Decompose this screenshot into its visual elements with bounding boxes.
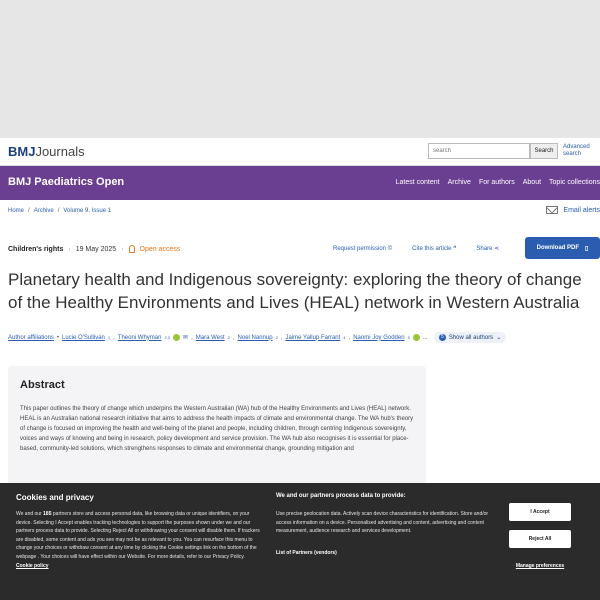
author-separator: , <box>113 334 115 341</box>
author-link[interactable]: Lucie O'Sullivan <box>62 334 105 341</box>
author-affiliation-number: 5 <box>407 335 410 340</box>
pdf-file-icon: ▯ <box>585 245 589 252</box>
author-count-badge: 5 <box>439 334 446 341</box>
breadcrumb-separator: / <box>57 208 60 214</box>
journal-bar <box>0 166 600 200</box>
author-ellipsis: ... <box>422 334 428 341</box>
article-category[interactable]: Children's rights <box>8 245 64 253</box>
nav-about[interactable]: About <box>522 179 542 186</box>
abstract-heading: Abstract <box>20 379 65 391</box>
bmj-journals-logo[interactable] <box>8 144 85 159</box>
cite-article-link[interactable] <box>412 245 456 252</box>
breadcrumb-separator: / <box>28 208 30 214</box>
copyright-icon: © <box>387 245 393 252</box>
advanced-search-link[interactable]: Advanced search <box>563 144 590 157</box>
open-access-label: Open access <box>139 245 181 253</box>
list-of-partners-link[interactable]: List of Partners (vendors) <box>276 550 337 556</box>
author-affiliations-link[interactable]: Author affiliations <box>8 334 54 341</box>
author-affiliation-number: 2,3 <box>164 335 171 340</box>
journal-title[interactable]: BMJ Paediatrics Open <box>8 176 125 188</box>
chevron-down-icon: ⌄ <box>496 335 502 341</box>
author-link[interactable]: Noel Nannup <box>237 334 273 341</box>
article-meta <box>8 245 180 253</box>
show-all-authors-label: Show all authors <box>448 334 494 341</box>
envelope-icon <box>546 206 558 214</box>
cookie-body-rest: partners store and access personal data, like browsing data or unique identifiers, on your device. Selecting I Accept enables tracking technologies to support the purposes shown under we and our partners process data to provide. Selecting Reject All or withdrawing your consent will disable them. If trackers are disabled, some content and ads you see may not be as relevant to you. You can resurface this menu to change your choices or withdraw consent at any time by clicking the Cookie settings link on the bottom of the webpage . Your choices will have effect within our Website. For more details, refer to our Privacy Policy. <box>16 511 260 560</box>
request-permission-link[interactable] <box>333 246 392 252</box>
brand-header <box>0 138 600 166</box>
download-pdf-button[interactable] <box>525 237 600 259</box>
show-all-authors-button[interactable] <box>434 332 506 343</box>
quote-icon: ❝ <box>453 246 457 252</box>
breadcrumb-home[interactable]: Home <box>8 208 25 214</box>
author-list <box>8 332 506 343</box>
author-link[interactable]: Theoni Whyman <box>117 334 162 341</box>
author-separator: , <box>348 334 351 341</box>
open-access-icon <box>129 245 135 253</box>
breadcrumb <box>8 208 111 214</box>
orcid-icon[interactable] <box>413 334 420 341</box>
cookie-banner <box>0 483 600 600</box>
share-icon: ⋖ <box>494 246 500 252</box>
orcid-icon[interactable] <box>173 334 180 341</box>
email-alerts-label: Email alerts <box>563 206 600 214</box>
nav-for-authors[interactable]: For authors <box>478 179 515 186</box>
cite-article-label: Cite this article <box>412 246 452 252</box>
partners-purposes-text: Use precise geolocation data. Actively scan device characteristics for identification. Store and/or access information on a device. Personalised advertising and content, advertising and content measurement, audience research and services development. <box>276 511 489 535</box>
nav-archive[interactable]: Archive <box>447 179 471 186</box>
author-separator: , <box>232 334 235 341</box>
abstract-text: This paper outlines the theory of change which underpins the Western Australian (WA) hub of the Healthy Environments and Lives (HEAL) network. HEAL is an Australian national research initiative that aims to address the health impacts of climate and environmental change. The WA hub's theory of change is focused on improving the health and well-being of the planet and people, including children, through centring Indigenous sovereignty, voices and ways of knowing and being in research, policy development and service provision. The WA hub also recognises it is essential for place-based, community-led solutions, which strengthens responses to climate and environmental change, grounding mitigation and <box>20 406 414 452</box>
share-label: Share <box>476 246 493 252</box>
author-separator: • <box>56 334 60 341</box>
download-pdf-label: Download PDF <box>536 245 580 251</box>
author-link[interactable]: Mara West <box>195 334 225 341</box>
partners-count: 185 <box>43 511 52 517</box>
nav-latest-content[interactable]: Latest content <box>395 179 440 186</box>
cookie-body-start: We and our <box>16 511 44 517</box>
meta-separator: · <box>68 245 71 253</box>
article-actions <box>333 245 499 252</box>
accept-button[interactable]: I Accept <box>509 503 571 521</box>
author-separator: , <box>280 334 283 341</box>
author-affiliation-number: 2 <box>275 335 278 340</box>
manage-preferences-link[interactable]: Manage preferences <box>515 563 565 569</box>
top-blank-area <box>0 0 600 138</box>
breadcrumb-archive[interactable]: Archive <box>33 208 54 214</box>
meta-separator: · <box>121 245 124 253</box>
breadcrumb-issue[interactable]: Volume 9, Issue 1 <box>63 208 112 214</box>
author-separator: , <box>191 334 193 341</box>
author-link[interactable]: Jaime Yallup Farrant <box>285 334 341 341</box>
search-button[interactable]: Search <box>530 143 558 159</box>
partners-purposes-title: We and our partners process data to provide: <box>276 493 406 499</box>
reject-all-button[interactable]: Reject All <box>509 530 571 548</box>
search-input[interactable] <box>428 143 530 159</box>
journal-nav <box>396 179 600 186</box>
nav-topic-collections[interactable]: Topic collections <box>549 179 600 186</box>
logo-bmj: BMJ <box>8 144 36 159</box>
author-affiliation-number: 4 <box>343 335 346 340</box>
cookie-banner-body <box>16 510 260 570</box>
email-icon[interactable]: ✉ <box>183 335 189 341</box>
abstract-section <box>8 366 426 486</box>
email-alerts-link[interactable] <box>546 206 600 214</box>
article-date: 19 May 2025 <box>75 245 117 253</box>
cookie-policy-link[interactable]: Cookie policy <box>16 562 49 569</box>
request-permission-label: Request permission <box>333 245 387 252</box>
article-title: Planetary health and Indigenous sovereignty: exploring the theory of change of the Healthy Environments and Lives (HEAL) network in Western Australia <box>8 270 582 312</box>
share-link[interactable] <box>476 245 499 252</box>
author-link[interactable]: Naomi Joy Godden <box>353 334 405 341</box>
author-affiliation-number: 1 <box>107 335 111 340</box>
cookie-banner-title: Cookies and privacy <box>16 493 94 502</box>
author-affiliation-number: 2 <box>227 335 230 340</box>
logo-journals: Journals <box>35 144 85 159</box>
